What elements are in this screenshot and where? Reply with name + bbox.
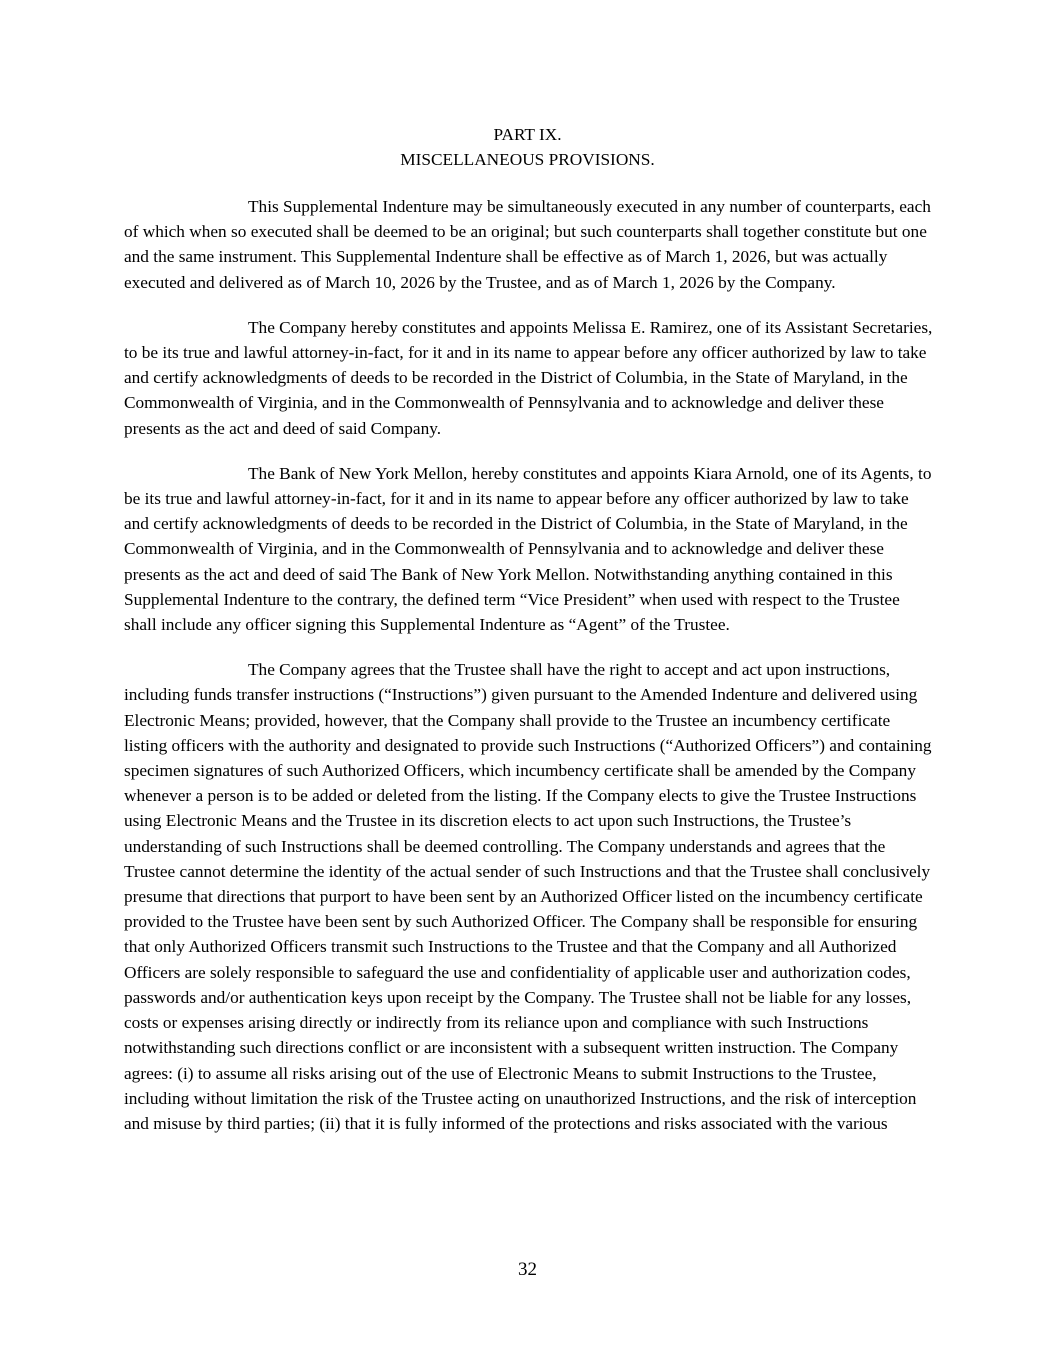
- paragraph-electronic-instructions: The Company agrees that the Trustee shall have the right to accept and act upon instructions, including funds transfer instructions (“Instructions”) given pursuant to the Amended Indenture and delivered using Electronic Means; provided, however, that the Company shall provide to the Trustee an incumbency certificate listing officers with the authority and designated to provide such Instructions (“Authorized Officers”) and containing specimen signatures of such Authorized Officers, which incumbency certificate shall be amended by the Company whenever a person is to be added or deleted from the listing. If the Company elects to give the Trustee Instructions using Electronic Means and the Trustee in its discretion elects to act upon such Instructions, the Trustee’s understanding of such Instructions shall be deemed controlling. The Company understands and agrees that the Trustee cannot determine the identity of the actual sender of such Instructions and that the Trustee shall conclusively presume that directions that purport to have been sent by an Authorized Officer listed on the incumbency certificate provided to the Trustee have been sent by such Authorized Officer. The Company shall be responsible for ensuring that only Authorized Officers transmit such Instructions to the Trustee and that the Company and all Authorized Officers are solely responsible to safeguard the use and confidentiality of applicable user and authorization codes, passwords and/or authentication keys upon receipt by the Company. The Trustee shall not be liable for any losses, costs or expenses arising directly or indirectly from its reliance upon and compliance with such Instructions notwithstanding such directions conflict or are inconsistent with a subsequent written instruction. The Company agrees: (i) to assume all risks arising out of the use of Electronic Means to submit Instructions to the Trustee, including without limitation the risk of the Trustee acting on unauthorized Instructions, and the risk of interception and misuse by third parties; (ii) that it is fully informed of the protections and risks associated with the various: [124, 660, 932, 1133]
- document-body: [124, 194, 936, 1156]
- paragraph-company-attorney: The Company hereby constitutes and appoints Melissa E. Ramirez, one of its Assistant Secretaries, to be its true and lawful attorney-in-fact, for it and in its name to appear before any officer authorized by law to take and certify acknowledgments of deeds to be recorded in the District of Columbia, in the State of Maryland, in the Commonwealth of Virginia, and in the Commonwealth of Pennsylvania and to acknowledge and deliver these presents as the act and deed of said Company.: [124, 317, 933, 438]
- page-number: 32: [518, 1259, 537, 1280]
- paragraph-trustee-attorney: The Bank of New York Mellon, hereby constitutes and appoints Kiara Arnold, one of its Agents, to be its true and lawful attorney-in-fact, for it and in its name to appear before any officer authorized by law to take and certify acknowledgments of deeds to be recorded in the District of Columbia, in the State of Maryland, in the Commonwealth of Virginia, and in the Commonwealth of Pennsylvania and to acknowledge and deliver these presents as the act and deed of said The Bank of New York Mellon. Notwithstanding anything contained in this Supplemental Indenture to the contrary, the defined term “Vice President” when used with respect to the Trustee shall include any officer signing this Supplemental Indenture as “Agent” of the Trustee.: [124, 463, 932, 635]
- section-heading: [0, 122, 1055, 172]
- section-title: MISCELLANEOUS PROVISIONS.: [400, 150, 655, 170]
- part-number: PART IX.: [493, 125, 562, 144]
- paragraph-counterparts: This Supplemental Indenture may be simultaneously executed in any number of counterparts, each of which when so executed shall be deemed to be an original; but such counterparts shall together constitute but one and the same instrument. This Supplemental Indenture shall be effective as of March 1, 2026, but was actually executed and delivered as of March 10, 2026 by the Trustee, and as of March 1, 2026 by the Company.: [124, 197, 931, 292]
